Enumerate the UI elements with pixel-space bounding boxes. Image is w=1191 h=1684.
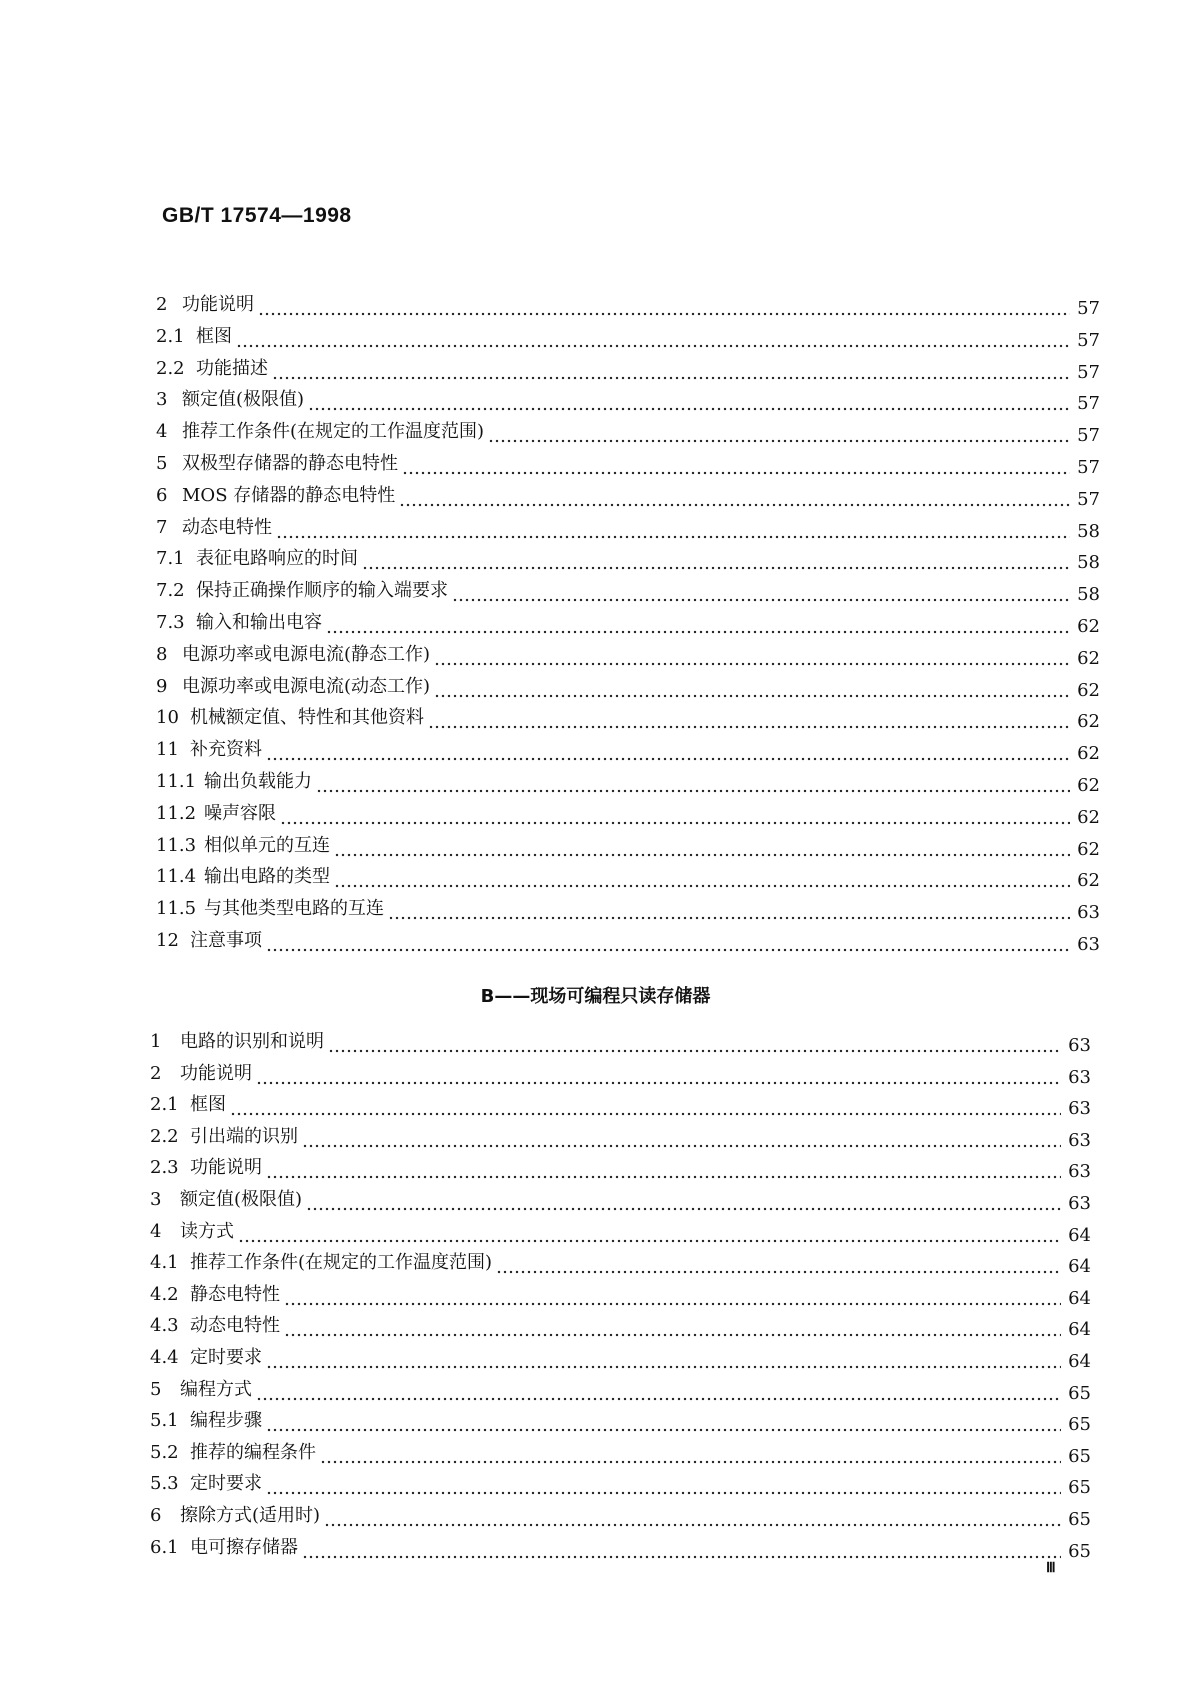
- toc-leader-dots: [428, 707, 1070, 729]
- toc-entry-title: 双极型存储器的静态电特性: [182, 453, 398, 474]
- toc-entry-title: 额定值(极限值): [180, 1189, 303, 1210]
- toc-entry-title: 额定值(极限值): [182, 389, 305, 411]
- toc-entry-title: 与其他类型电路的互连: [204, 898, 384, 920]
- toc-entry: [156, 672, 1100, 701]
- toc-entry: [150, 1059, 1091, 1088]
- toc-entry-title: 电路的识别和说明: [180, 1031, 324, 1052]
- toc-entry-number: 4.3: [150, 1315, 179, 1337]
- toc-entry: [150, 1406, 1091, 1436]
- toc-entry: [156, 767, 1100, 796]
- toc-entry-title: 编程方式: [180, 1378, 252, 1400]
- toc-leader-dots: [276, 517, 1070, 539]
- toc-entry: [150, 1248, 1091, 1278]
- toc-entry: [156, 894, 1100, 924]
- toc-leader-dots: [266, 1410, 1061, 1432]
- toc-entry-title: 框图: [196, 325, 232, 347]
- toc-entry: [150, 1217, 1091, 1246]
- toc-entry-number: 4.4: [150, 1347, 179, 1368]
- toc-entry-number: 5: [150, 1378, 162, 1400]
- toc-entry-number: 2.3: [150, 1157, 179, 1179]
- toc-entry-page: 57: [1077, 393, 1100, 415]
- toc-entry-page: 62: [1077, 838, 1100, 860]
- toc-entry-title: MOS 存储器的静态电特性: [182, 484, 396, 506]
- toc-entry-number: 2.2: [156, 357, 185, 379]
- toc-entry-title: 推荐的编程条件: [190, 1441, 316, 1463]
- toc-entry: [156, 354, 1100, 383]
- toc-entry-number: 7.3: [156, 612, 185, 633]
- toc-leader-dots: [284, 1284, 1061, 1306]
- toc-entry: [150, 1027, 1091, 1056]
- toc-entry-page: 65: [1068, 1445, 1091, 1467]
- toc-entry: [156, 831, 1100, 860]
- toc-entry-title: 噪声容限: [204, 802, 276, 824]
- toc-entry-page: 62: [1077, 647, 1100, 669]
- toc-entry-title: 注意事项: [190, 930, 262, 951]
- toc-entry-page: 64: [1068, 1256, 1091, 1278]
- toc-entry-number: 5.3: [150, 1473, 179, 1495]
- toc-leader-dots: [308, 389, 1070, 411]
- toc-leader-dots: [266, 1157, 1061, 1179]
- toc-entry-title: 动态电特性: [182, 516, 272, 538]
- toc-leader-dots: [328, 1031, 1061, 1053]
- toc-entry-title: 读方式: [180, 1220, 234, 1242]
- toc-entry-title: 输入和输出电容: [196, 612, 322, 633]
- toc-entry-title: 电源功率或电源电流(静态工作): [182, 643, 431, 665]
- toc-entry-page: 62: [1077, 743, 1100, 765]
- toc-entry-number: 4.1: [150, 1252, 179, 1274]
- toc-entry-page: 57: [1077, 425, 1100, 447]
- toc-entry-title: 功能说明: [182, 294, 254, 315]
- toc-entry-title: 输出负载能力: [204, 771, 312, 792]
- toc-entry-number: 9: [156, 675, 168, 697]
- toc-leader-dots: [434, 676, 1070, 698]
- toc-entry-title: 电源功率或电源电流(动态工作): [182, 675, 431, 697]
- toc-leader-dots: [326, 612, 1070, 634]
- toc-leader-dots: [272, 358, 1070, 380]
- toc-entry-page: 64: [1068, 1319, 1091, 1341]
- toc-entry-number: 11.5: [156, 898, 197, 920]
- toc-entry-number: 3: [156, 389, 168, 411]
- toc-entry-number: 5.2: [150, 1441, 179, 1463]
- toc-entry-page: 58: [1077, 552, 1100, 574]
- toc-entry-page: 64: [1068, 1224, 1091, 1246]
- toc-entry-title: 定时要求: [190, 1473, 262, 1495]
- toc-entry-title: 推荐工作条件(在规定的工作温度范围): [182, 421, 485, 443]
- toc-entry: [150, 1090, 1091, 1120]
- toc-entry-page: 62: [1077, 679, 1100, 701]
- toc-entry-title: 框图: [190, 1094, 226, 1116]
- toc-leader-dots: [238, 1221, 1061, 1243]
- toc-leader-dots: [402, 453, 1070, 475]
- toc-entry: [150, 1438, 1091, 1467]
- toc-leader-dots: [434, 644, 1070, 666]
- toc-leader-dots: [316, 771, 1070, 793]
- toc-entry-page: 58: [1077, 520, 1100, 542]
- toc-leader-dots: [284, 1315, 1061, 1337]
- toc-entry: [150, 1375, 1091, 1404]
- toc-entry-title: 引出端的识别: [190, 1125, 298, 1147]
- toc-entry-title: 机械额定值、特性和其他资料: [190, 707, 424, 729]
- toc-leader-dots: [280, 803, 1070, 825]
- toc-entry-page: 57: [1077, 457, 1100, 478]
- page-number: Ⅲ: [1046, 1561, 1056, 1576]
- toc-entry-title: 编程步骤: [190, 1410, 262, 1432]
- toc-entry-page: 65: [1068, 1414, 1091, 1436]
- toc-entry-page: 63: [1068, 1066, 1091, 1088]
- toc-entry-page: 62: [1077, 870, 1100, 892]
- toc-leader-dots: [266, 1347, 1061, 1369]
- toc-leader-dots: [230, 1094, 1061, 1116]
- toc-leader-dots: [266, 930, 1070, 952]
- toc-leader-dots: [266, 1473, 1061, 1495]
- standard-code: GB/T 17574—1998: [162, 204, 352, 227]
- toc-entry-number: 6: [156, 484, 168, 506]
- toc-entry-number: 7.2: [156, 580, 185, 602]
- toc-entry-page: 65: [1068, 1382, 1091, 1404]
- toc-entry-page: 63: [1068, 1193, 1091, 1214]
- section-b-title: B——现场可编程只读存储器: [480, 986, 711, 1007]
- toc-entry-number: 4: [156, 421, 168, 443]
- toc-entry: [150, 1469, 1091, 1499]
- toc-leader-dots: [302, 1537, 1061, 1559]
- toc-leader-dots: [306, 1189, 1061, 1211]
- toc-entry-page: 65: [1068, 1509, 1091, 1530]
- toc-entry: [156, 417, 1100, 447]
- toc-entry-number: 5: [156, 453, 168, 474]
- toc-entry-page: 63: [1077, 934, 1100, 955]
- toc-entry-title: 功能描述: [196, 357, 268, 379]
- toc-entry-page: 57: [1077, 329, 1100, 351]
- toc-entry-number: 7: [156, 516, 168, 538]
- toc-entry: [156, 290, 1100, 319]
- toc-leader-dots: [452, 580, 1070, 602]
- toc-entry-page: 63: [1068, 1035, 1091, 1056]
- toc-entry-title: 电可擦存储器: [190, 1536, 298, 1558]
- toc-entry-title: 补充资料: [190, 739, 262, 761]
- toc-entry-page: 62: [1077, 711, 1100, 733]
- toc-entry: [156, 513, 1100, 542]
- toc-leader-dots: [334, 835, 1070, 857]
- toc-entry-page: 57: [1077, 298, 1100, 319]
- toc-entry: [150, 1185, 1091, 1214]
- toc-entry-number: 5.1: [150, 1410, 179, 1432]
- toc-entry-page: 64: [1068, 1351, 1091, 1372]
- toc-entry-page: 63: [1068, 1129, 1091, 1151]
- toc-entry-number: 11.1: [156, 771, 197, 792]
- toc-entry-number: 11: [156, 739, 179, 761]
- toc-entry-title: 功能说明: [190, 1157, 262, 1179]
- toc-entry: [156, 862, 1100, 892]
- toc-entry: [150, 1501, 1091, 1530]
- toc-entry-title: 定时要求: [190, 1347, 262, 1368]
- toc-entry-number: 8: [156, 643, 168, 665]
- toc-entry: [150, 1153, 1091, 1183]
- toc-leader-dots: [362, 548, 1070, 570]
- toc-entry-number: 2: [150, 1062, 162, 1084]
- toc-entry: [156, 926, 1100, 955]
- toc-entry: [156, 608, 1100, 637]
- toc-entry-number: 11.3: [156, 834, 197, 856]
- toc-entry: [156, 640, 1100, 669]
- toc-entry: [150, 1343, 1091, 1372]
- toc-entry-number: 4.2: [150, 1283, 179, 1305]
- toc-leader-dots: [256, 1063, 1061, 1085]
- toc-entry-number: 4: [150, 1220, 162, 1242]
- toc-entry-page: 65: [1068, 1540, 1091, 1562]
- toc-entry: [156, 799, 1100, 828]
- toc-entry: [156, 576, 1100, 606]
- toc-entry: [156, 449, 1100, 478]
- toc-entry-title: 功能说明: [180, 1062, 252, 1084]
- toc-entry-page: 57: [1077, 361, 1100, 383]
- toc-entry-title: 静态电特性: [190, 1283, 280, 1305]
- toc-entry-number: 3: [150, 1189, 162, 1210]
- toc-entry-number: 7.1: [156, 548, 185, 570]
- toc-entry-page: 63: [1077, 902, 1100, 924]
- toc-entry-page: 63: [1068, 1098, 1091, 1120]
- toc-entry-title: 表征电路响应的时间: [196, 548, 358, 570]
- toc-entry-page: 57: [1077, 488, 1100, 510]
- toc-entry: [156, 735, 1100, 765]
- toc-entry: [150, 1280, 1091, 1309]
- toc-entry-title: 输出电路的类型: [204, 866, 330, 888]
- toc-leader-dots: [334, 866, 1070, 888]
- toc-entry-title: 相似单元的互连: [204, 834, 330, 856]
- toc-leader-dots: [236, 326, 1070, 348]
- toc-leader-dots: [324, 1505, 1061, 1527]
- toc-entry-page: 63: [1068, 1161, 1091, 1183]
- toc-entry-page: 62: [1077, 806, 1100, 828]
- toc-entry-number: 2.1: [156, 325, 185, 347]
- toc-entry-title: 擦除方式(适用时): [180, 1505, 321, 1526]
- toc-entry-title: 动态电特性: [190, 1315, 280, 1337]
- toc-entry-number: 6: [150, 1505, 162, 1526]
- toc-leader-dots: [488, 421, 1070, 443]
- toc-entry-number: 11.2: [156, 802, 197, 824]
- toc-entry: [156, 544, 1100, 574]
- toc-entry-title: 保持正确操作顺序的输入端要求: [196, 580, 448, 602]
- toc-leader-dots: [266, 739, 1070, 761]
- toc-entry-page: 62: [1077, 775, 1100, 796]
- toc-entry-number: 1: [150, 1031, 162, 1052]
- toc-entry-number: 2.2: [150, 1125, 179, 1147]
- toc-entry-page: 65: [1068, 1477, 1091, 1499]
- toc-entry: [150, 1533, 1091, 1562]
- toc-entry-number: 2: [156, 294, 168, 315]
- toc-leader-dots: [256, 1379, 1061, 1401]
- toc-entry: [156, 481, 1100, 510]
- toc-entry-number: 10: [156, 707, 179, 729]
- toc-entry: [156, 322, 1100, 351]
- toc-entry: [150, 1122, 1091, 1151]
- toc-entry-number: 12: [156, 930, 179, 951]
- toc-entry-page: 64: [1068, 1287, 1091, 1309]
- toc-entry-title: 推荐工作条件(在规定的工作温度范围): [190, 1252, 493, 1274]
- toc-entry-number: 11.4: [156, 866, 197, 888]
- toc-leader-dots: [320, 1442, 1061, 1464]
- toc-entry: [156, 703, 1100, 733]
- toc-leader-dots: [496, 1252, 1061, 1274]
- toc-leader-dots: [399, 485, 1070, 507]
- toc-entry-page: 62: [1077, 616, 1100, 637]
- toc-leader-dots: [258, 294, 1070, 316]
- toc-entry: [156, 385, 1100, 415]
- toc-entry: [150, 1311, 1091, 1341]
- toc-leader-dots: [388, 898, 1070, 920]
- toc-leader-dots: [302, 1126, 1061, 1148]
- toc-entry-page: 58: [1077, 584, 1100, 606]
- toc-entry-number: 6.1: [150, 1536, 179, 1558]
- toc-entry-number: 2.1: [150, 1094, 179, 1116]
